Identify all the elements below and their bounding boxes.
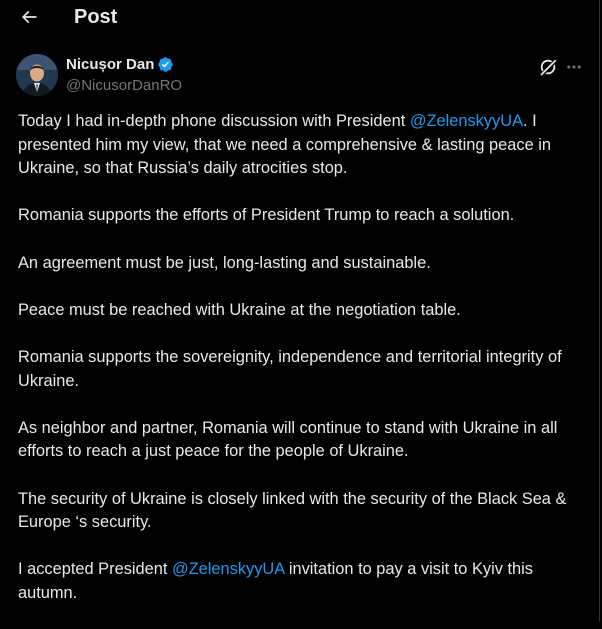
tweet-paragraph: I accepted President @ZelenskyyUA invitation to pay a visit to Kyiv this autumn.	[18, 560, 533, 602]
tweet-paragraph: Today I had in-depth phone discussion with President @ZelenskyyUA. I presented him my view, that we need a comprehensive & lasting peace in Ukraine, so that Russia’s daily atrocities stop.	[18, 112, 551, 178]
header	[0, 0, 600, 34]
page-title: Post	[74, 6, 118, 28]
grok-button[interactable]	[537, 56, 559, 78]
more-horizontal-icon	[565, 58, 583, 76]
tweet-text	[18, 110, 584, 629]
tweet-paragraph: Romania supports the efforts of President Trump to reach a solution.	[18, 206, 515, 225]
arrow-left-icon	[19, 7, 39, 27]
author-handle[interactable]: @NicusorDanRO	[66, 77, 183, 94]
avatar[interactable]	[16, 54, 58, 96]
back-button[interactable]	[12, 2, 46, 32]
tweet-paragraph: As neighbor and partner, Romania will continue to stand with Ukraine in all efforts to reach a just peace for the people of Ukraine.	[18, 418, 558, 461]
author-name-text: Nicușor Dan	[66, 56, 155, 73]
tweet-paragraph: An agreement must be just, long-lasting and sustainable.	[18, 253, 431, 272]
mention-link[interactable]: @ZelenskyyUA	[409, 112, 524, 130]
more-button[interactable]	[563, 56, 585, 78]
grok-icon	[537, 56, 559, 78]
tweet-paragraph: The security of Ukraine is closely linked with the security of the Black Sea & Europe ‘s security.	[18, 489, 567, 532]
tweet-paragraph: Romania supports the sovereignity, independence and territorial integrity of Ukraine.	[18, 347, 562, 390]
verified-badge-icon	[157, 56, 174, 73]
mention-link[interactable]: @ZelenskyyUA	[171, 560, 285, 579]
tweet-paragraph: Peace must be reached with Ukraine at the negotiation table.	[18, 300, 461, 319]
author-name[interactable]	[66, 55, 174, 74]
